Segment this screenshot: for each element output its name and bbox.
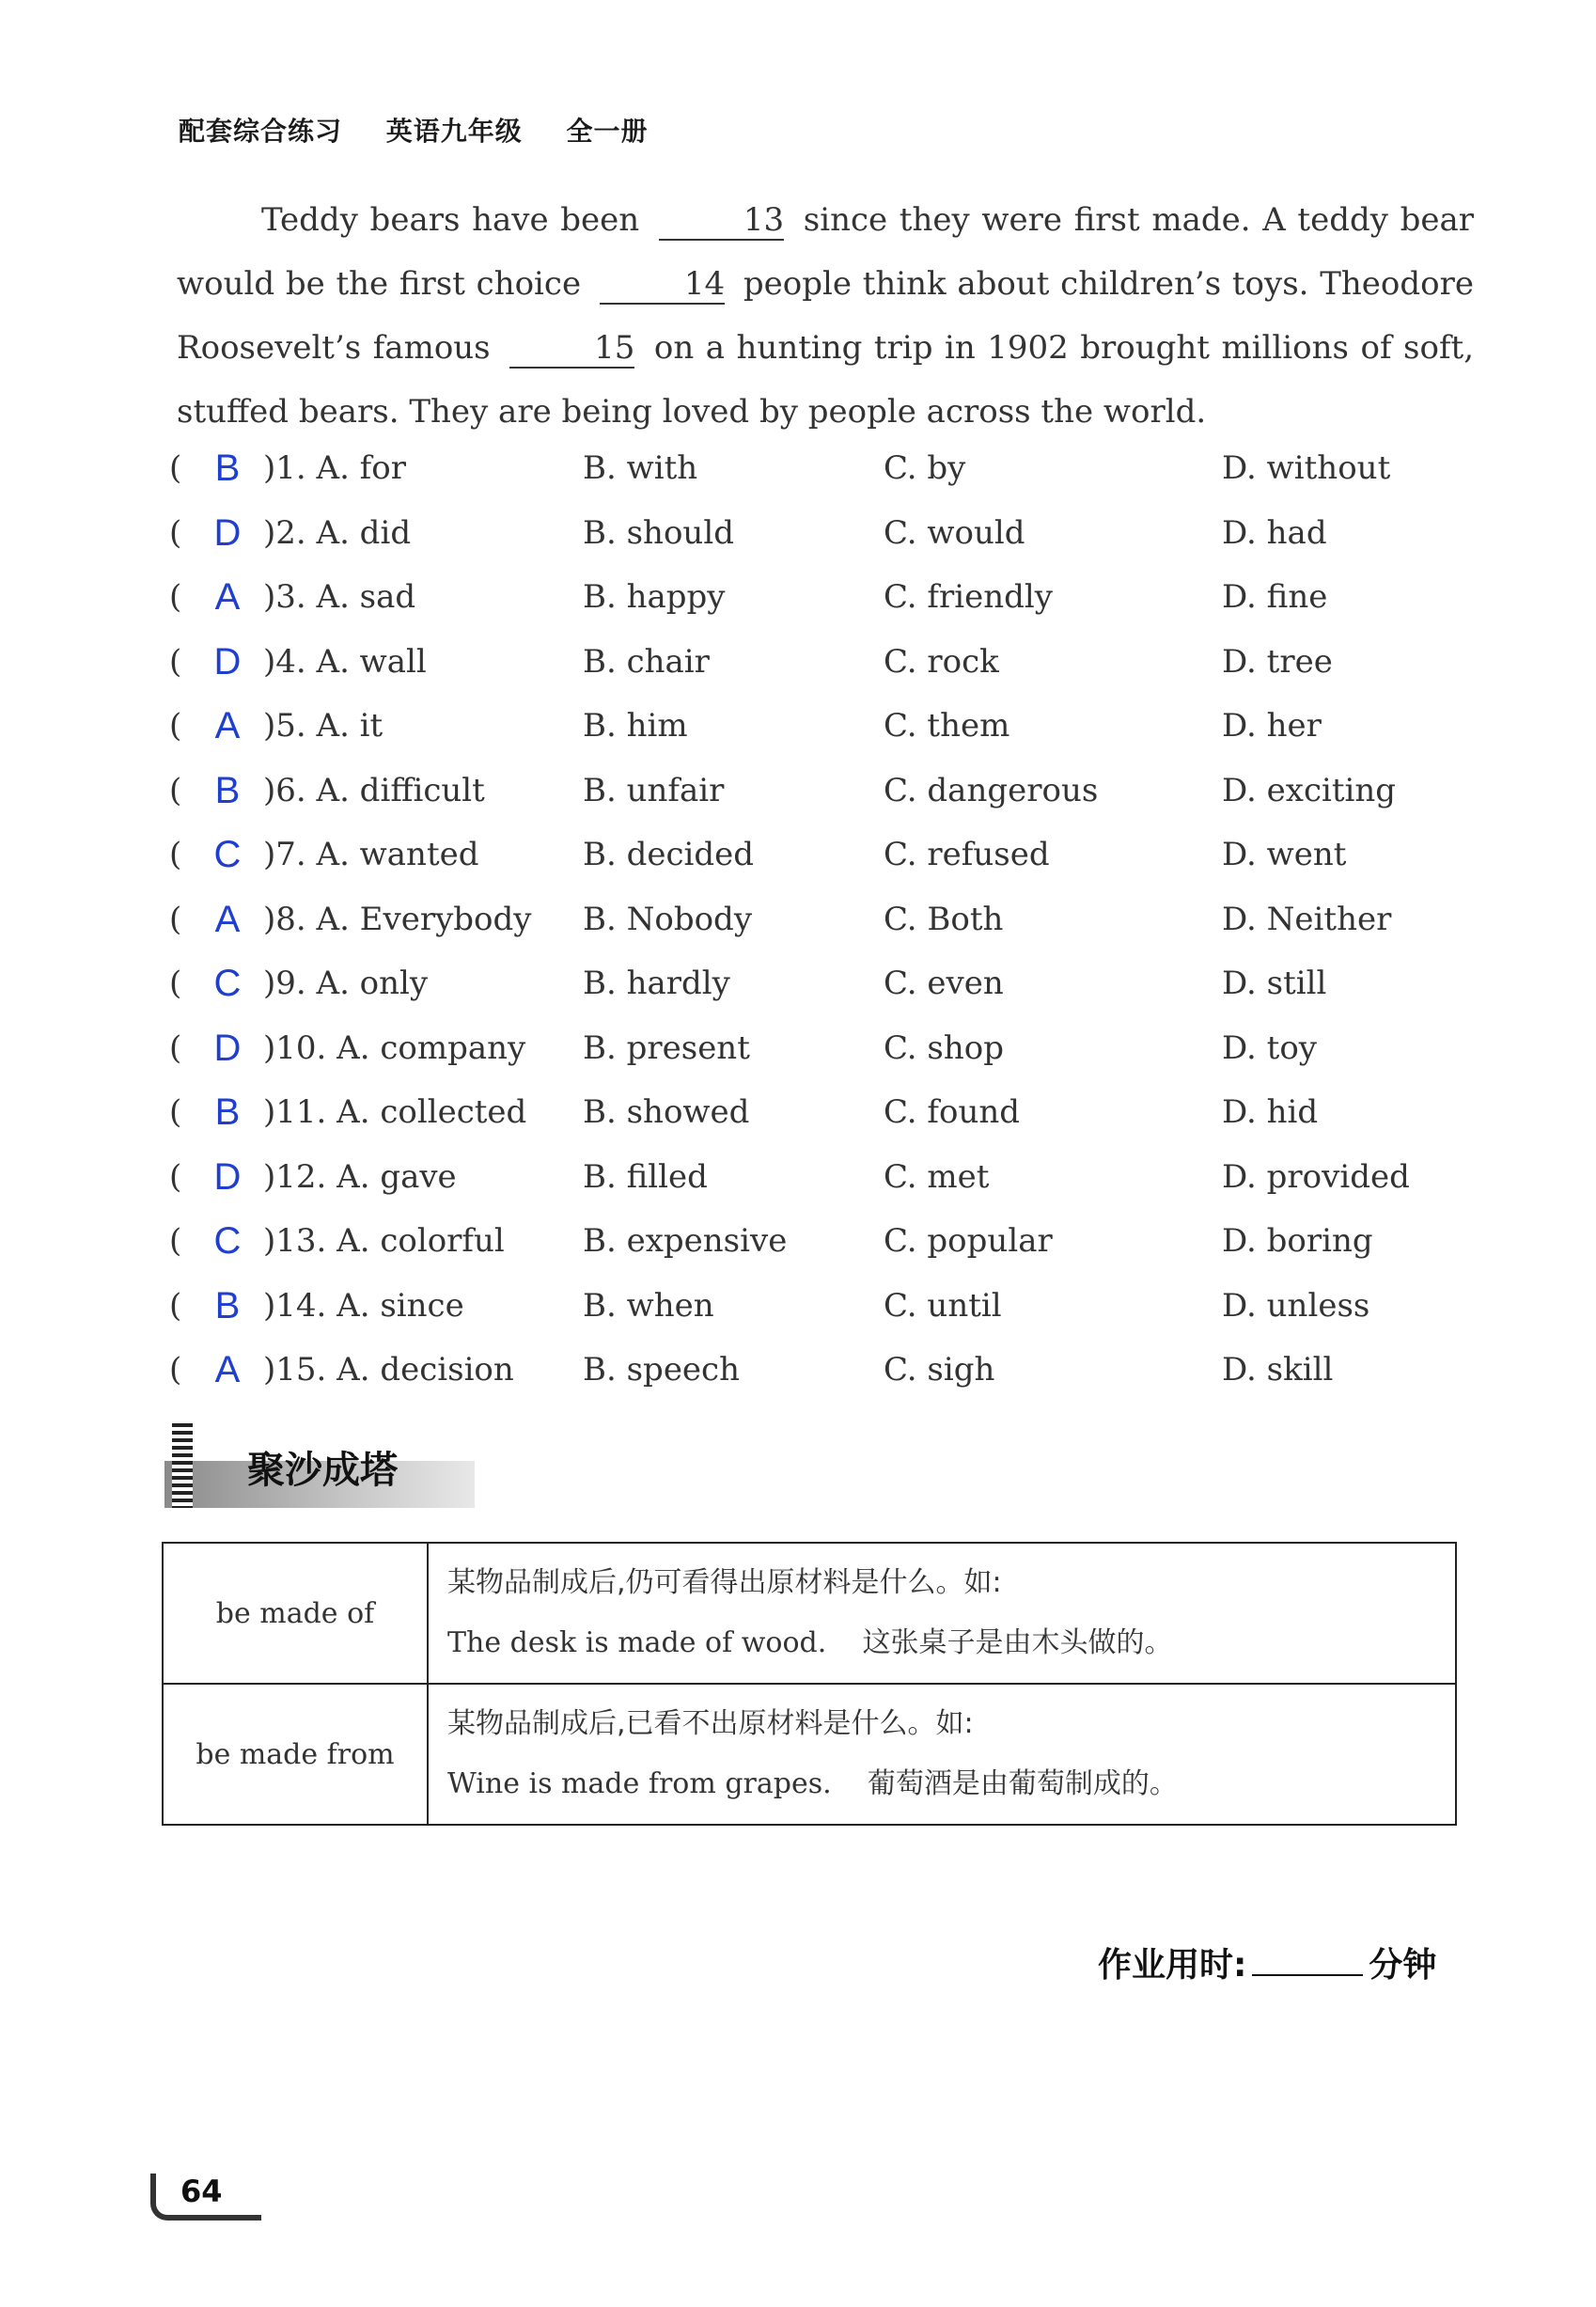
example-en: The desk is made of wood.	[447, 1626, 827, 1659]
blank-13: 13	[659, 201, 784, 241]
passage-text-4: on a hunting trip in 1902 brought millions of soft, stuffed bears. They are being loved by people across the world.	[177, 329, 1474, 431]
question-row	[169, 836, 1485, 901]
option-d: D. her	[1222, 707, 1322, 745]
answer-mark: A	[214, 1349, 241, 1390]
example-cn: 葡萄酒是由葡萄制成的。	[867, 1767, 1178, 1800]
explanation-cell	[428, 1684, 1456, 1825]
option-a: )8. A. Everybody	[263, 900, 532, 938]
answer-mark: B	[214, 1284, 241, 1326]
option-b: B. expensive	[583, 1222, 788, 1260]
passage-text-2: since they were first made. A teddy bear would be the first choice	[177, 201, 1475, 303]
usage-notes-table	[162, 1542, 1457, 1826]
option-b: B. hardly	[583, 965, 730, 1002]
answer-mark: C	[213, 834, 242, 875]
table-row	[163, 1684, 1456, 1825]
subject-title: 英语九年级	[385, 116, 523, 147]
option-d: D. toy	[1222, 1028, 1318, 1067]
option-c: C. met	[884, 1157, 990, 1196]
option-a: )1. A. for	[263, 449, 406, 487]
open-paren: (	[169, 578, 182, 616]
option-a: )7. A. wanted	[263, 836, 479, 873]
option-a: )9. A. only	[263, 965, 429, 1002]
option-a: )15. A. decision	[263, 1351, 514, 1389]
option-d: D. skill	[1222, 1351, 1334, 1389]
open-paren: (	[169, 836, 182, 873]
option-b: B. filled	[583, 1157, 708, 1196]
option-c: C. shop	[884, 1028, 1004, 1067]
explanation-text: 某物品制成后,仍可看得出原材料是什么。如:	[447, 1566, 1002, 1599]
open-paren: (	[169, 642, 182, 681]
cloze-passage	[177, 188, 1474, 444]
term-cell: be made of	[163, 1543, 428, 1684]
section-heading-label: 聚沙成塔	[247, 1449, 398, 1492]
example-cn: 这张桌子是由木头做的。	[862, 1626, 1173, 1659]
answer-mark: A	[214, 705, 241, 746]
volume-title: 全一册	[566, 116, 649, 147]
option-d: D. went	[1222, 836, 1347, 873]
option-c: C. even	[884, 965, 1004, 1002]
option-c: C. found	[884, 1093, 1021, 1131]
passage-text-3: people think about children’s toys. Theodore Roosevelt’s famous	[177, 265, 1474, 367]
explanation-text: 某物品制成后,已看不出原材料是什么。如:	[447, 1707, 974, 1740]
answer-mark: B	[214, 769, 241, 811]
option-b: B. Nobody	[583, 900, 753, 938]
answer-mark: C	[213, 1220, 242, 1262]
option-d: D. provided	[1222, 1157, 1410, 1196]
option-d: D. Neither	[1222, 900, 1392, 938]
answer-mark: D	[213, 640, 242, 683]
option-c: C. rock	[884, 642, 999, 681]
open-paren: (	[169, 707, 182, 745]
time-blank	[1252, 1942, 1363, 1976]
open-paren: (	[169, 900, 182, 938]
question-row	[169, 1155, 1485, 1223]
question-row	[169, 898, 1485, 965]
open-paren: (	[169, 1222, 182, 1260]
option-b: B. him	[583, 707, 688, 745]
answer-mark: A	[214, 898, 241, 940]
answer-mark: A	[214, 576, 241, 618]
option-c: C. Both	[884, 900, 1004, 938]
question-row	[169, 707, 1485, 772]
open-paren: (	[169, 1286, 182, 1325]
option-a: )3. A. sad	[263, 578, 416, 616]
question-row	[169, 449, 1485, 514]
option-d: D. hid	[1222, 1093, 1319, 1131]
question-row	[169, 1093, 1485, 1158]
option-d: D. had	[1222, 513, 1327, 552]
time-label: 作业用时:	[1098, 1946, 1247, 1985]
option-c: C. popular	[884, 1222, 1053, 1260]
option-a: )14. A. since	[263, 1286, 464, 1325]
option-d: D. exciting	[1222, 771, 1397, 809]
open-paren: (	[169, 1351, 182, 1389]
option-c: C. by	[884, 449, 966, 487]
option-d: D. without	[1222, 449, 1391, 487]
option-b: B. should	[583, 513, 734, 552]
question-row	[169, 578, 1485, 643]
answer-mark: D	[213, 1027, 242, 1069]
answer-mark: B	[214, 1091, 241, 1133]
option-b: B. chair	[583, 642, 710, 681]
option-c: C. refused	[884, 836, 1050, 873]
answer-mark: C	[213, 963, 242, 1004]
example-line	[447, 1754, 1436, 1814]
passage-text-1: Teddy bears have been	[261, 201, 640, 239]
open-paren: (	[169, 1028, 182, 1067]
option-a: )5. A. it	[263, 707, 383, 745]
question-row	[169, 965, 1485, 1029]
option-a: )12. A. gave	[263, 1157, 457, 1196]
option-a: )4. A. wall	[263, 642, 427, 681]
section-heading	[164, 1418, 475, 1508]
open-paren: (	[169, 771, 182, 809]
option-d: D. fine	[1222, 578, 1328, 616]
option-a: )2. A. did	[263, 513, 412, 552]
option-a: )13. A. colorful	[263, 1222, 505, 1260]
blank-14: 14	[600, 265, 725, 305]
question-row	[169, 1222, 1485, 1287]
open-paren: (	[169, 1093, 182, 1131]
question-row	[169, 1029, 1485, 1094]
option-a: )10. A. company	[263, 1028, 526, 1067]
page-number-badge	[150, 2174, 256, 2221]
option-d: D. tree	[1222, 642, 1333, 681]
blank-15: 15	[509, 329, 634, 369]
option-d: D. unless	[1222, 1286, 1370, 1325]
page-number: 64	[180, 2174, 223, 2209]
option-d: D. boring	[1222, 1222, 1373, 1260]
open-paren: (	[169, 513, 182, 552]
option-b: B. happy	[583, 578, 726, 616]
homework-time	[1098, 1938, 1436, 1986]
open-paren: (	[169, 965, 182, 1002]
option-c: C. them	[884, 707, 1010, 745]
question-row	[169, 769, 1485, 837]
explanation-cell	[428, 1543, 1456, 1684]
option-c: C. sigh	[884, 1351, 995, 1389]
question-row	[169, 640, 1485, 708]
series-title: 配套综合练习	[179, 116, 343, 147]
example-line	[447, 1613, 1436, 1673]
option-b: B. speech	[583, 1351, 740, 1389]
time-unit: 分钟	[1369, 1946, 1437, 1985]
option-a: )11. A. collected	[263, 1093, 527, 1131]
section-stripe-icon	[172, 1423, 193, 1508]
option-b: B. showed	[583, 1093, 750, 1131]
open-paren: (	[169, 1157, 182, 1196]
open-paren: (	[169, 449, 182, 487]
question-list	[169, 449, 1485, 1416]
option-b: B. with	[583, 449, 698, 487]
answer-mark: D	[213, 1155, 242, 1198]
option-c: C. until	[884, 1286, 1002, 1325]
example-en: Wine is made from grapes.	[447, 1767, 832, 1800]
option-c: C. friendly	[884, 578, 1053, 616]
option-b: B. unfair	[583, 771, 725, 809]
option-b: B. decided	[583, 836, 755, 873]
term-cell: be made from	[163, 1684, 428, 1825]
option-a: )6. A. difficult	[263, 771, 485, 809]
page-header	[179, 111, 682, 149]
question-row	[169, 1351, 1485, 1416]
option-c: C. would	[884, 513, 1025, 552]
table-row	[163, 1543, 1456, 1684]
option-c: C. dangerous	[884, 771, 1099, 809]
question-row	[169, 1284, 1485, 1352]
option-b: B. present	[583, 1028, 750, 1067]
answer-mark: D	[213, 511, 242, 554]
option-d: D. still	[1222, 965, 1327, 1002]
question-row	[169, 511, 1485, 579]
answer-mark: B	[214, 447, 241, 489]
option-b: B. when	[583, 1286, 714, 1325]
